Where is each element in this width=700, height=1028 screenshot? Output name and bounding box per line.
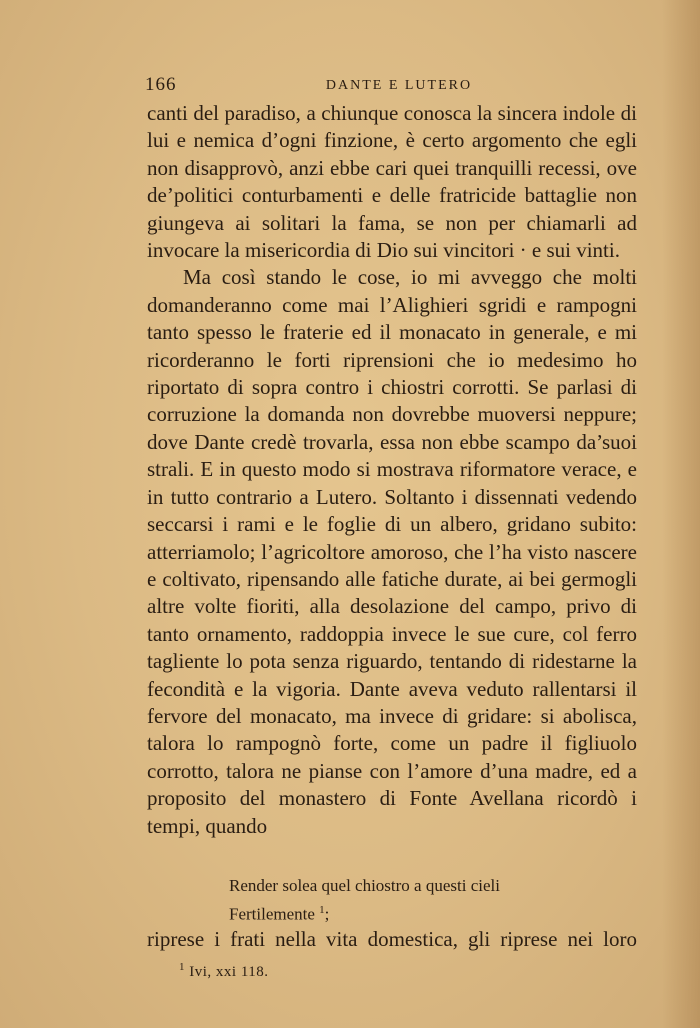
footnote bbox=[179, 961, 269, 981]
body-text bbox=[147, 100, 637, 840]
page-number: 166 bbox=[145, 74, 177, 95]
verse-line-2 bbox=[229, 898, 629, 927]
paragraph-2: Ma così stando le cose, io mi avveggo che molti domanderanno come mai l’Alighieri sgridi e rampogni tanto spesso le fraterie ed il monacato in generale, e mi ricorderanno le forti riprensioni che io medesimo ho riportato di sopra contro i chiostri corrotti. Se parlasi di corruzione la domanda non dovrebbe muoversi neppure; dove Dante credè trovarla, essa non ebbe scampo da’suoi strali. E in questo modo si mostrava riformatore verace, e in tutto contrario a Lutero. Soltanto i dissennati vedendo seccarsi i rami e le foglie di un albero, gridano subito: atterriamolo; l’agricoltore amoroso, che l’ha visto nascere e coltivato, ripensando alle fatiche durate, ai bei germogli altre volte fioriti, alla desolazione del campo, privo di tanto ornamento, raddoppia invece le sue cure, col ferro tagliente lo pota senza riguardo, tentando di ridestarne la fecondità e la vigoria. Dante aveva veduto rallentarsi il fervore del monacato, ma invece di gridare: si abolisca, talora lo rampognò forte, come un padre il figliuolo corrotto, talora ne pianse con l’amore d’una madre, ed a proposito del monastero di Fonte Avellana ricordò i tempi, quando bbox=[147, 265, 637, 838]
continuation-line: riprese i frati nella vita domestica, gli riprese nei loro bbox=[147, 927, 637, 951]
verse-quotation bbox=[229, 874, 629, 927]
page-edge-shadow bbox=[662, 0, 700, 1028]
verse-line-1: Render solea quel chiostro a questi cieli bbox=[229, 876, 500, 895]
verse-line-2-text: Fertilemente bbox=[229, 904, 315, 924]
paragraph-1: canti del paradiso, a chiunque conosca la sincera indole di lui e nemica d’ogni finzione, è certo argomento che egli non disapprovò, anzi ebbe cari quei tranquilli recessi, ove de’politici conturbamenti e delle fratricide battaglie non giungeva ai solitari la fama, se non per chiamarli ad invocare la misericordia di Dio sui vincitori · e sui vinti. bbox=[147, 101, 637, 263]
footnote-mark: 1 bbox=[179, 961, 185, 973]
footnote-reference: 1 bbox=[319, 904, 325, 916]
footnote-text: Ivi, xxi 118. bbox=[189, 964, 269, 980]
running-title: DANTE E LUTERO bbox=[325, 78, 473, 93]
running-head bbox=[145, 74, 637, 98]
verse-line-2-punct: ; bbox=[324, 904, 330, 924]
